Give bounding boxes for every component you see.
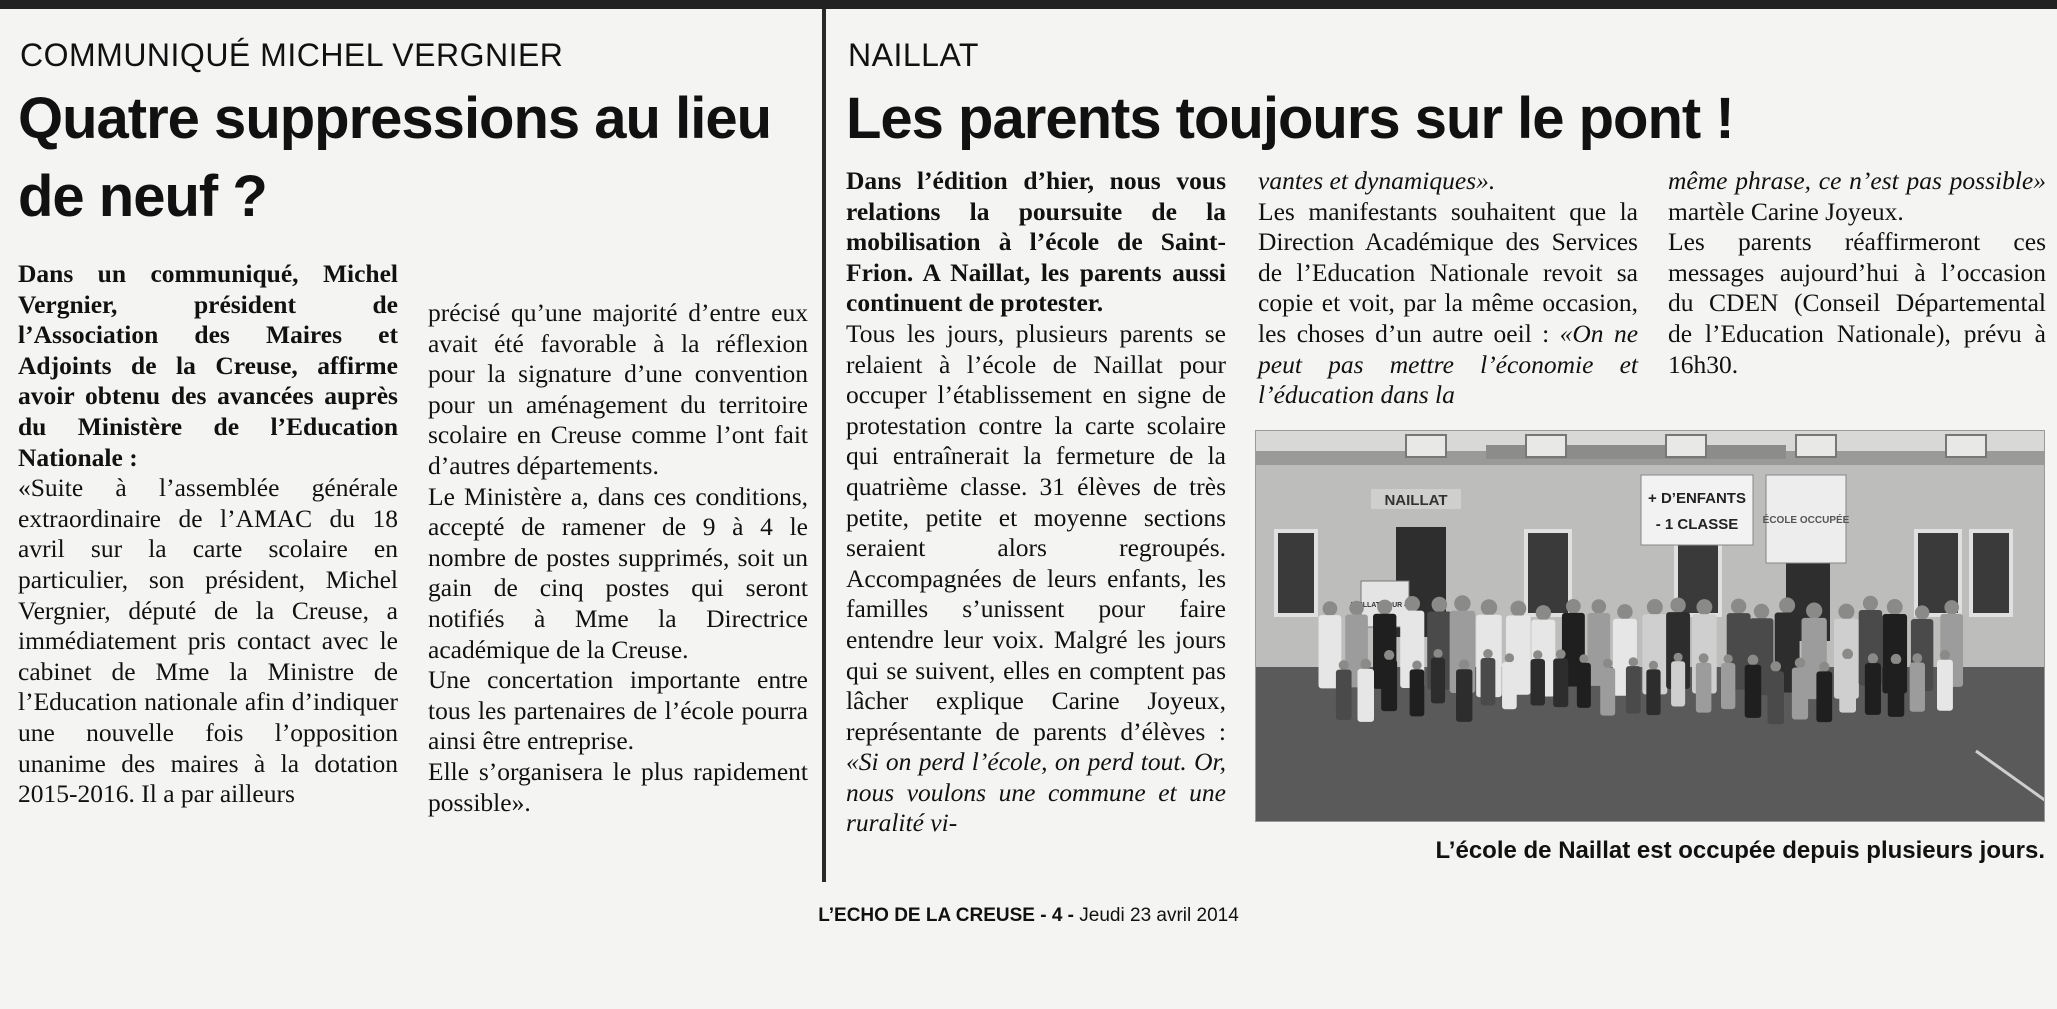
photo-person-head [1724, 654, 1733, 663]
right-col2-body: Les manifestants souhaitent que la Direction Académique des Services de l’Education Nationale revoit sa copie et voit, par la même occasion, les choses d’un autre oeil : [1258, 196, 1638, 348]
photo-person-head [1649, 661, 1658, 670]
photo-person-head [1360, 659, 1371, 670]
photo-person-head [1592, 599, 1607, 614]
photo-person-head [1505, 653, 1514, 662]
photo-person-head [1868, 653, 1878, 663]
photo-person-head [1377, 600, 1392, 615]
photo-person-head [1349, 601, 1364, 616]
photo-person-head [1536, 605, 1551, 620]
photo-person-body [1768, 671, 1784, 724]
photo-caption: L’école de Naillat est occupée depuis plusieurs jours. [1435, 837, 2045, 864]
photo-person-body [1839, 659, 1856, 713]
photo-person-body [1553, 659, 1568, 708]
page-footer [0, 905, 2057, 927]
photo-person-body [1745, 665, 1762, 718]
photo-person-body [1865, 663, 1881, 715]
photo-person-body [1531, 659, 1545, 705]
photo-person-head [1731, 599, 1746, 614]
right-col3-attribution: martèle Carine Joyeux. [1668, 196, 1904, 226]
photo-person-head [1754, 604, 1769, 619]
photo-banner-2: ÉCOLE OCCUPÉE [1762, 515, 1850, 526]
right-col2-quote-end: vantes et dynamiques». [1258, 166, 1496, 195]
photo-person-head [1670, 598, 1685, 613]
photo-person-head [1459, 659, 1470, 670]
photo-person-head [1483, 649, 1493, 659]
photo-person-body [1910, 663, 1925, 712]
photo-person-body [1937, 660, 1953, 711]
photo-person-body [1336, 670, 1352, 720]
left-headline-line2: de neuf ? [18, 164, 267, 229]
right-headline: Les parents toujours sur le pont ! [846, 86, 1734, 151]
left-col2-p4: Elle s’organisera le plus rapidement possible». [428, 756, 808, 817]
photo-placard: NAILLAT POUR [1350, 602, 1403, 609]
photo-person-head [1384, 650, 1394, 660]
photo-person-head [1579, 654, 1588, 663]
photo-person-head [1412, 660, 1421, 669]
left-kicker: COMMUNIQUÉ MICHEL VERGNIER [20, 37, 564, 73]
left-headline-line1: Quatre suppressions au lieu [18, 86, 771, 151]
photo-person-head [1842, 649, 1853, 660]
right-column-2 [1258, 166, 1638, 411]
photo-person-body [1456, 669, 1472, 722]
left-column-1 [18, 259, 398, 810]
photo-person-head [1915, 605, 1929, 619]
right-col1-quote: «Si on perd l’école, on perd tout. Or, nous voulons une commune et une ruralité vi- [846, 747, 1226, 838]
photo-person-head [1806, 603, 1822, 619]
right-lead: Dans l’édition d’hier, nous vous relations la poursuite de la mobilisation à l’école de Saint-Frion. A Naillat, les parents aussi continuent de protester. [846, 166, 1226, 318]
left-col2-p3: Une concertation importante entre tous les partenaires de l’école pourra ainsi être entreprise. [428, 665, 808, 756]
photo-person-body [1577, 663, 1591, 708]
photo-person-head [1838, 604, 1854, 620]
photo-person-head [1405, 596, 1420, 611]
right-kicker: NAILLAT [848, 37, 979, 73]
photo-person-body [1721, 663, 1735, 709]
photo-person-body [1888, 664, 1904, 717]
photo-banner-1-line1: + D’ENFANTS [1648, 490, 1746, 507]
photo-person-head [1603, 659, 1613, 669]
photo-person-head [1891, 654, 1902, 665]
photo-person-head [1674, 653, 1683, 662]
photo-person-body [1502, 662, 1517, 709]
photo-person-head [1696, 599, 1712, 615]
left-col2-p1: précisé qu’une majorité d’entre eux avait été favorable à la réflexion pour la signature d’une convention pour un aménagement du territoire scolaire en Creuse comme l’ont fait d’autres départements. [428, 298, 808, 480]
photo-person-head [1863, 596, 1878, 611]
left-col2-p2: Le Ministère a, dans ces conditions, accepté de ramener de 9 à 4 le nombre de postes supprimés, soit un gain de cinq postes qui seront notifiés à Mme la Directrice académique de la Creuse. [428, 481, 808, 664]
left-lead: Dans un communiqué, Michel Vergnier, président de l’Association des Maires et Adjoints de la Creuse, affirme avoir obtenu des avancées auprès du Ministère de l’Education Nationale : [18, 259, 398, 472]
photo-person-body [1816, 671, 1832, 722]
photo-person-head [1433, 649, 1442, 658]
top-rule [0, 0, 2057, 9]
footer-page: - 4 - [1040, 905, 1075, 926]
right-column-3 [1668, 166, 2046, 380]
left-col1-body: «Suite à l’assemblée générale extraordinaire de l’AMAC du 18 avril sur la carte scolaire en particulier, son président, Michel Vergnier, député de la Creuse, a immédiatement pris contact avec le cabinet de Mme la Ministre de l’Education nationale afin d’indiquer une nouvelle fois l’opposition unanime des maires à la dotation 2015-2016. Il a par ailleurs [18, 473, 398, 809]
photo-person-body [1600, 668, 1615, 716]
photo-person-body [1696, 663, 1712, 713]
photo-person-head [1510, 601, 1526, 617]
photo-person-head [1770, 661, 1781, 672]
right-col3-quote: même phrase, ce n’est pas possible» [1668, 166, 2046, 195]
photo-person-head [1940, 650, 1950, 660]
photo-person-head [1556, 649, 1566, 659]
photo-person-head [1779, 597, 1795, 613]
photo-person-head [1533, 650, 1542, 659]
photo-person-head [1795, 658, 1805, 668]
photo-person-body [1646, 669, 1660, 715]
photo-person-head [1481, 599, 1497, 615]
photo-person-body [1792, 667, 1808, 719]
photo-building-sign: NAILLAT [1384, 492, 1448, 509]
photo-person-body [1671, 661, 1685, 706]
photo-person-head [1699, 653, 1709, 663]
photo-person-head [1432, 597, 1448, 613]
photo-banner-1-line2: - 1 CLASSE [1655, 516, 1739, 533]
photo-person-body [1431, 658, 1445, 704]
right-col3-body: Les parents réaffirmeront ces messages aujourd’hui à l’occasion du CDEN (Conseil Départemental de l’Education Nationale), prévu à 16h30. [1668, 227, 2046, 379]
photo-person-body [1626, 666, 1641, 713]
photo-person-head [1339, 660, 1349, 670]
column-divider [822, 9, 826, 882]
photo-person-head [1566, 599, 1581, 614]
photo-person-head [1323, 601, 1338, 616]
photo-person-body [1481, 658, 1496, 706]
photo-person-body [1381, 660, 1397, 711]
photo-person-head [1617, 604, 1632, 619]
photo-person-head [1944, 600, 1959, 615]
photo-person-head [1629, 657, 1638, 666]
right-col1-body: Tous les jours, plusieurs parents se relaient à l’école de Naillat pour occuper l’établissement en signe de protestation contre la carte scolaire qui entraînerait la fermeture de la quatrième classe. 31 élèves de très petite, petite et moyenne sections seraient alors regroupés. Accompagnées de leurs enfants, les familles s’unissent pour faire entendre leur voix. Malgré les jours qui se suivent, elles en comptent pas lâcher explique Carine Joyeux, représentante de parents d’élèves : [846, 318, 1226, 746]
photo-person-head [1454, 595, 1470, 611]
right-col2-quote: «On ne peut pas mettre l’économie et l’éducation dans la [1258, 318, 1639, 410]
right-column-1 [846, 166, 1226, 839]
photo-person-head [1912, 653, 1922, 663]
school-photo [1255, 430, 2045, 822]
left-column-2 [428, 298, 808, 818]
footer-date: Jeudi 23 avril 2014 [1079, 905, 1239, 926]
photo-person-head [1887, 599, 1903, 615]
photo-person-head [1819, 662, 1829, 672]
photo-person-body [1357, 669, 1374, 722]
footer-publication: L’ECHO DE LA CREUSE [818, 905, 1035, 926]
photo-person-head [1647, 599, 1663, 615]
photo-person-head [1748, 655, 1759, 666]
photo-person-body [1410, 669, 1425, 716]
